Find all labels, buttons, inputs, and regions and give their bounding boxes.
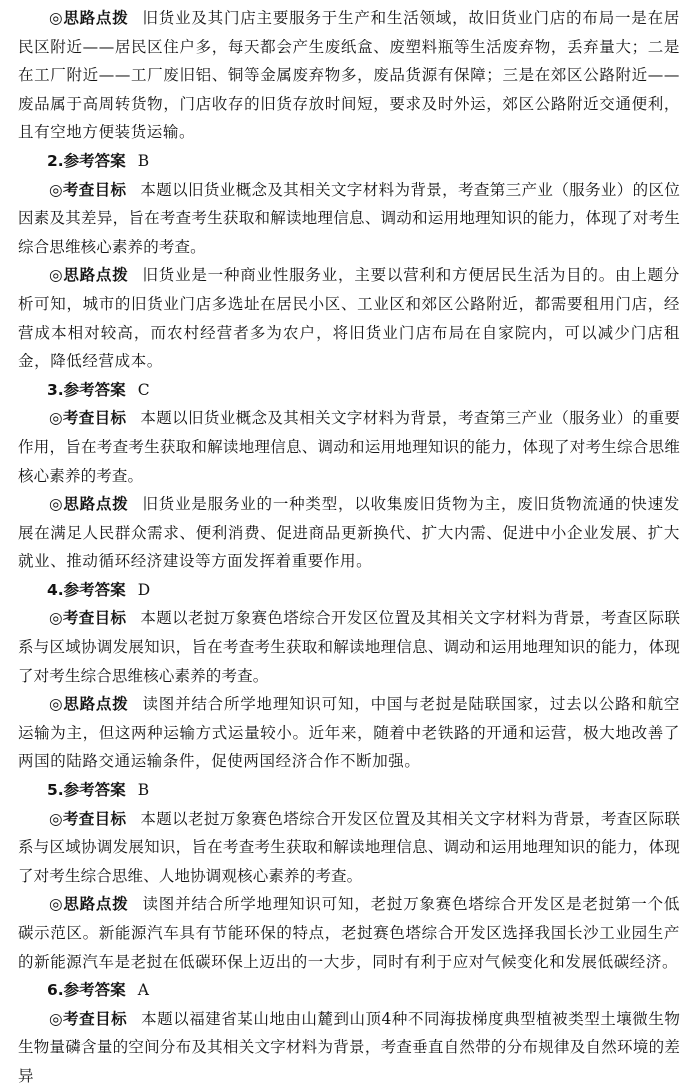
answer-number: 6.参考答案 bbox=[47, 981, 126, 1000]
paragraph-text: 旧货业及其门店主要服务于生产和生活领域，故旧货业门店的布局一是在居民区附近——居民区住户多，每天都会产生废纸盒、废塑料瓶等生活废弃物，丢弃量大；二是在工厂附近——工厂废旧铝、铜等金属废弃物多，废品货源有保障；三是在郊区公路附近——废品属于高周转货物，门店收存的旧货存放时间短，要求及时外运，郊区公路附近交通便利，且有空地方便装货运输。 bbox=[18, 9, 680, 142]
paragraph-text: 本题以福建省某山地由山麓到山顶4种不同海拔梯度典型植被类型土壤微生物生物量磷含量的空间分布及其相关文字材料为背景，考查垂直自然带的分布规律及自然环境的差异 bbox=[18, 1009, 680, 1085]
answer-heading-2 bbox=[18, 147, 680, 176]
section-label: ◎思路点拨 bbox=[49, 266, 129, 285]
answer-letter: C bbox=[137, 380, 150, 399]
paragraph-text: 本题以旧货业概念及其相关文字材料为背景，考查第三产业（服务业）的区位因素及其差异，旨在考查考生获取和解读地理信息、调动和运用地理知识的能力，体现了对考生综合思维核心素养的考查。 bbox=[18, 180, 681, 256]
answer-heading-3 bbox=[18, 376, 680, 405]
section-label: ◎思路点拨 bbox=[49, 495, 129, 514]
answer-number: 2.参考答案 bbox=[47, 151, 126, 170]
section-label: ◎考查目标 bbox=[49, 1009, 128, 1028]
answer-heading-5 bbox=[18, 776, 680, 805]
answer-letter: D bbox=[137, 580, 151, 599]
paragraph-approach-3 bbox=[18, 490, 680, 576]
paragraph-objective-3 bbox=[18, 404, 680, 490]
paragraph-approach-5 bbox=[18, 890, 680, 976]
section-label: ◎思路点拨 bbox=[49, 9, 129, 27]
paragraph-objective-6 bbox=[18, 1005, 680, 1091]
answer-letter: B bbox=[137, 781, 150, 800]
answer-number: 3.参考答案 bbox=[47, 380, 126, 399]
paragraph-approach-1 bbox=[18, 4, 680, 147]
answer-heading-4 bbox=[18, 576, 680, 605]
answer-number: 5.参考答案 bbox=[47, 781, 126, 800]
section-label: ◎思路点拨 bbox=[49, 695, 129, 714]
section-label: ◎思路点拨 bbox=[49, 895, 129, 914]
paragraph-approach-4 bbox=[18, 690, 680, 776]
section-label: ◎考查目标 bbox=[49, 809, 127, 828]
paragraph-approach-2 bbox=[18, 261, 680, 375]
paragraph-objective-2 bbox=[18, 176, 680, 262]
paragraph-text: 旧货业是一种商业性服务业，主要以营利和方便居民生活为目的。由上题分析可知，城市的旧货业门店多选址在居民小区、工业区和郊区公路附近，都需要租用门店，经营成本相对较高，而农村经营者多为农户，将旧货业门店布局在自家院内，可以减少门店租金，降低经营成本。 bbox=[18, 266, 680, 371]
answer-letter: B bbox=[137, 151, 150, 170]
paragraph-text: 本题以旧货业概念及其相关文字材料为背景，考查第三产业（服务业）的重要作用，旨在考查考生获取和解读地理信息、调动和运用地理知识的能力，体现了对考生综合思维核心素养的考查。 bbox=[18, 409, 681, 485]
answer-letter: A bbox=[137, 981, 149, 1000]
section-label: ◎考查目标 bbox=[49, 409, 127, 428]
answer-number: 4.参考答案 bbox=[47, 580, 126, 599]
paragraph-text: 读图并结合所学地理知识可知，中国与老挝是陆联国家，过去以公路和航空运输为主，但这两种运输方式运量较小。近年来，随着中老铁路的开通和运营，极大地改善了两国的陆路交通运输条件，促使两国经济合作不断加强。 bbox=[18, 695, 680, 771]
paragraph-text: 旧货业是服务业的一种类型，以收集废旧货物为主，废旧货物流通的快速发展在满足人民群众需求、便利消费、促进商品更新换代、扩大内需、促进中小企业发展、扩大就业、推动循环经济建设等方面发挥着重要作用。 bbox=[18, 495, 680, 571]
paragraph-objective-4 bbox=[18, 604, 680, 690]
paragraph-objective-5 bbox=[18, 805, 680, 891]
paragraph-text: 读图并结合所学地理知识可知，老挝万象赛色塔综合开发区是老挝第一个低碳示范区。新能源汽车具有节能环保的特点，老挝赛色塔综合开发区选择我国长沙工业园生产的新能源汽车是老挝在低碳环保上迈出的一大步，同时有利于应对气候变化和发展低碳经济。 bbox=[18, 895, 680, 971]
answer-heading-6 bbox=[18, 976, 680, 1005]
paragraph-text: 本题以老挝万象赛色塔综合开发区位置及其相关文字材料为背景，考查区际联系与区域协调发展知识，旨在考查考生获取和解读地理信息、调动和运用地理知识的能力，体现了对考生综合思维核心素养的考查。 bbox=[18, 609, 681, 685]
section-label: ◎考查目标 bbox=[49, 180, 127, 199]
paragraph-text: 本题以老挝万象赛色塔综合开发区位置及其相关文字材料为背景，考查区际联系与区域协调发展知识，旨在考查考生获取和解读地理信息、调动和运用地理知识的能力，体现了对考生综合思维、人地协调观核心素养的考查。 bbox=[18, 809, 681, 885]
section-label: ◎考查目标 bbox=[49, 609, 127, 628]
